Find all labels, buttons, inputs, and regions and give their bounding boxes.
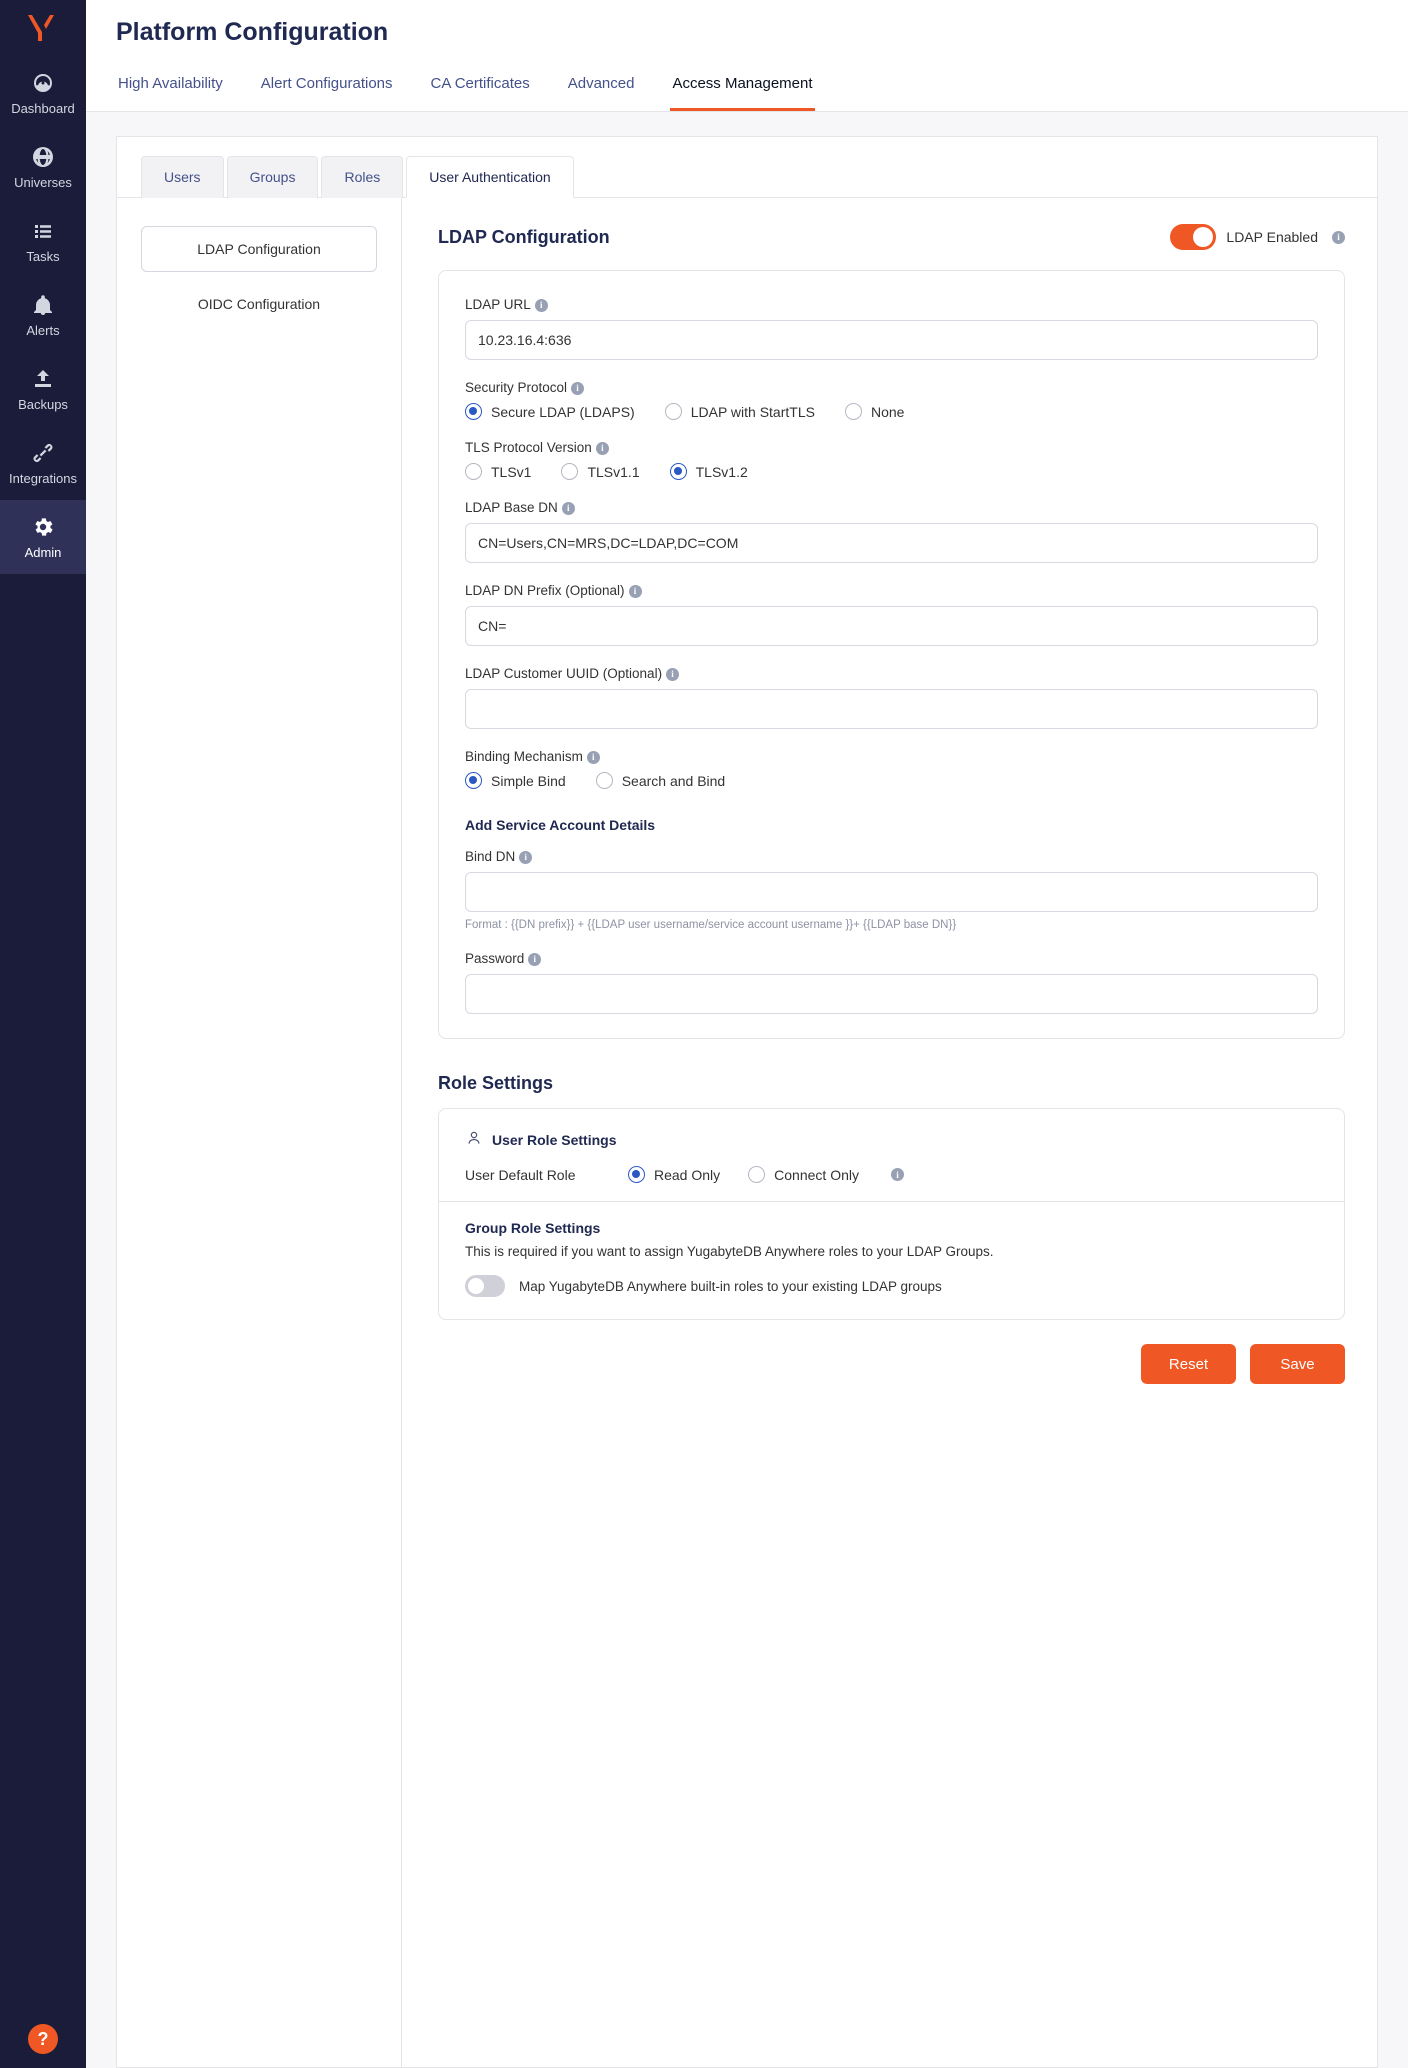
- group-role-settings-description: This is required if you want to assign YugabyteDB Anywhere roles to your LDAP Groups.: [465, 1244, 994, 1259]
- radio-search-and-bind[interactable]: [596, 772, 726, 789]
- radio-secure-ldaps[interactable]: [465, 403, 635, 420]
- tab-ca-certificates[interactable]: CA Certificates: [430, 75, 530, 92]
- tls-version-label: [465, 440, 1318, 455]
- sidebar-item-label: Dashboard: [11, 101, 75, 116]
- sidebar-item-alerts[interactable]: [0, 278, 86, 352]
- role-settings-box: [438, 1108, 1345, 1320]
- bind-dn-hint: Format : {{DN prefix}} + {{LDAP user username/service account username }}+ {{LDAP base DN}}: [465, 919, 957, 931]
- radio-dot: [670, 463, 687, 480]
- tab-advanced[interactable]: Advanced: [567, 75, 635, 92]
- radio-label: Connect Only: [774, 1166, 859, 1183]
- info-icon[interactable]: i: [528, 953, 541, 966]
- binding-mechanism-options: [465, 772, 1318, 789]
- field-security-protocol: [465, 380, 1318, 420]
- service-account-title: Add Service Account Details: [465, 817, 656, 833]
- radio-dot: [465, 463, 482, 480]
- ldap-configuration-pane: [402, 198, 1377, 2067]
- radio-none[interactable]: [845, 403, 904, 420]
- integrations-icon: [30, 440, 56, 466]
- bind-dn-label: [465, 849, 1318, 864]
- bind-dn-label-text: Bind DN: [465, 849, 516, 864]
- radio-tlsv11[interactable]: [561, 463, 639, 480]
- page-header: [86, 0, 1408, 112]
- info-icon[interactable]: i: [1332, 231, 1345, 244]
- radio-dot: [628, 1166, 645, 1183]
- menu-item-oidc-configuration[interactable]: OIDC Configuration: [197, 296, 321, 312]
- globe-icon: [30, 144, 56, 170]
- user-icon: [465, 1129, 483, 1150]
- ldap-enabled-row: [1170, 224, 1345, 250]
- sidebar-item-label: Universes: [14, 175, 72, 190]
- backup-icon: [30, 366, 56, 392]
- ldap-customer-uuid-label-text: LDAP Customer UUID (Optional): [465, 666, 663, 681]
- role-settings-title: Role Settings: [438, 1073, 554, 1093]
- radio-dot: [748, 1166, 765, 1183]
- ldap-url-input[interactable]: [465, 320, 1318, 360]
- security-protocol-label: [465, 380, 1318, 395]
- radio-dot: [561, 463, 578, 480]
- sidebar-item-admin[interactable]: [0, 500, 86, 574]
- tab-access-management[interactable]: Access Management: [670, 67, 814, 111]
- security-protocol-options: [465, 403, 1318, 420]
- info-icon[interactable]: i: [571, 382, 584, 395]
- sidebar-item-tasks[interactable]: [0, 204, 86, 278]
- radio-dot: [845, 403, 862, 420]
- ldap-dn-prefix-label: [465, 583, 1318, 598]
- bind-dn-input[interactable]: [465, 872, 1318, 912]
- radio-label: None: [870, 403, 905, 420]
- footer-actions: [438, 1320, 1345, 1408]
- ldap-url-label-text: LDAP URL: [465, 297, 531, 312]
- sidebar-item-backups[interactable]: [0, 352, 86, 426]
- sidebar: [0, 0, 86, 2068]
- password-input[interactable]: [465, 974, 1318, 1014]
- info-icon[interactable]: i: [535, 299, 548, 312]
- radio-dot: [465, 772, 482, 789]
- info-icon[interactable]: i: [891, 1168, 904, 1181]
- binding-mechanism-label-text: Binding Mechanism: [465, 749, 583, 764]
- bell-icon: [30, 292, 56, 318]
- map-roles-row: [465, 1275, 1318, 1297]
- main-content: [86, 0, 1408, 2068]
- radio-label: TLSv1.1: [587, 463, 640, 480]
- sidebar-item-universes[interactable]: [0, 130, 86, 204]
- user-default-role-row: [465, 1166, 1318, 1183]
- yugabyte-logo-icon: [0, 0, 86, 56]
- radio-tlsv12[interactable]: [670, 463, 748, 480]
- radio-label: TLSv1: [491, 463, 532, 480]
- gear-icon: [30, 514, 56, 540]
- panel-body: [117, 198, 1377, 2067]
- radio-label: LDAP with StartTLS: [690, 403, 815, 420]
- info-icon[interactable]: i: [629, 585, 642, 598]
- radio-tlsv1[interactable]: [465, 463, 531, 480]
- tab-roles[interactable]: Roles: [321, 156, 403, 198]
- map-roles-toggle[interactable]: [465, 1275, 505, 1297]
- ldap-section-header: [438, 224, 1345, 250]
- info-icon[interactable]: i: [596, 442, 609, 455]
- ldap-section-title: LDAP Configuration: [438, 226, 610, 247]
- radio-connect-only[interactable]: [748, 1166, 859, 1183]
- password-label: [465, 951, 1318, 966]
- ldap-enabled-label: LDAP Enabled: [1226, 229, 1318, 245]
- user-default-role-label: User Default Role: [465, 1166, 576, 1183]
- access-management-panel: [116, 136, 1378, 2068]
- field-password: [465, 951, 1318, 1014]
- info-icon[interactable]: i: [666, 668, 679, 681]
- radio-label: TLSv1.2: [695, 463, 748, 480]
- radio-label: Secure LDAP (LDAPS): [491, 403, 635, 420]
- field-ldap-customer-uuid: [465, 666, 1318, 729]
- sidebar-item-dashboard[interactable]: [0, 56, 86, 130]
- radio-label: Search and Bind: [621, 772, 726, 789]
- sidebar-item-label: Tasks: [26, 249, 60, 264]
- field-tls-version: [465, 440, 1318, 480]
- field-ldap-base-dn: [465, 500, 1318, 563]
- tab-high-availability[interactable]: High Availability: [118, 75, 223, 92]
- field-ldap-dn-prefix: [465, 583, 1318, 646]
- reset-button[interactable]: Reset: [1141, 1344, 1236, 1384]
- tab-users[interactable]: Users: [141, 156, 224, 198]
- page-title: Platform Configuration: [116, 18, 389, 46]
- sidebar-item-label: Admin: [24, 545, 62, 560]
- info-icon[interactable]: i: [519, 851, 532, 864]
- binding-mechanism-label: [465, 749, 1318, 764]
- tab-user-authentication[interactable]: User Authentication: [406, 156, 573, 198]
- save-button[interactable]: Save: [1250, 1344, 1345, 1384]
- help-button[interactable]: ?: [28, 2024, 58, 2054]
- list-icon: [30, 218, 56, 244]
- auth-config-menu: [117, 198, 402, 2067]
- map-roles-label: Map YugabyteDB Anywhere built-in roles to your existing LDAP groups: [519, 1278, 942, 1294]
- ldap-url-label: [465, 297, 1318, 312]
- ldap-dn-prefix-label-text: LDAP DN Prefix (Optional): [465, 583, 625, 598]
- user-role-settings: [439, 1109, 1344, 1202]
- dashboard-icon: [30, 70, 56, 96]
- content-area: [86, 112, 1408, 2068]
- password-label-text: Password: [465, 951, 525, 966]
- ldap-base-dn-label: [465, 500, 1318, 515]
- sidebar-item-integrations[interactable]: [0, 426, 86, 500]
- radio-read-only[interactable]: [628, 1166, 720, 1183]
- ldap-settings-box: [438, 270, 1345, 1039]
- group-role-settings: [439, 1202, 1344, 1319]
- ldap-customer-uuid-input[interactable]: [465, 689, 1318, 729]
- radio-dot: [596, 772, 613, 789]
- ldap-base-dn-input[interactable]: [465, 523, 1318, 563]
- user-role-settings-header: [465, 1129, 1318, 1150]
- top-tabs: [116, 67, 1378, 111]
- info-icon[interactable]: i: [587, 751, 600, 764]
- radio-simple-bind[interactable]: [465, 772, 566, 789]
- user-role-settings-title: User Role Settings: [492, 1131, 617, 1148]
- sidebar-item-label: Integrations: [9, 471, 77, 486]
- radio-ldap-starttls[interactable]: [665, 403, 815, 420]
- field-binding-mechanism: [465, 749, 1318, 789]
- tab-groups[interactable]: Groups: [227, 156, 319, 198]
- tls-version-label-text: TLS Protocol Version: [465, 440, 592, 455]
- sidebar-item-label: Alerts: [26, 323, 60, 338]
- menu-item-ldap-configuration[interactable]: LDAP Configuration: [141, 226, 377, 272]
- field-ldap-url: [465, 297, 1318, 360]
- ldap-customer-uuid-label: [465, 666, 1318, 681]
- group-role-settings-title: Group Role Settings: [465, 1220, 601, 1236]
- radio-label: Read Only: [654, 1166, 721, 1183]
- ldap-base-dn-label-text: LDAP Base DN: [465, 500, 558, 515]
- radio-dot: [665, 403, 682, 420]
- tab-alert-configurations[interactable]: Alert Configurations: [260, 75, 393, 92]
- sub-tabs: [117, 137, 1377, 198]
- sidebar-item-label: Backups: [18, 397, 68, 412]
- ldap-enabled-toggle[interactable]: [1170, 224, 1216, 250]
- security-protocol-label-text: Security Protocol: [465, 380, 568, 395]
- field-bind-dn: [465, 849, 1318, 931]
- radio-label: Simple Bind: [491, 772, 566, 789]
- tls-version-options: [465, 463, 1318, 480]
- ldap-dn-prefix-input[interactable]: [465, 606, 1318, 646]
- info-icon[interactable]: i: [562, 502, 575, 515]
- radio-dot: [465, 403, 482, 420]
